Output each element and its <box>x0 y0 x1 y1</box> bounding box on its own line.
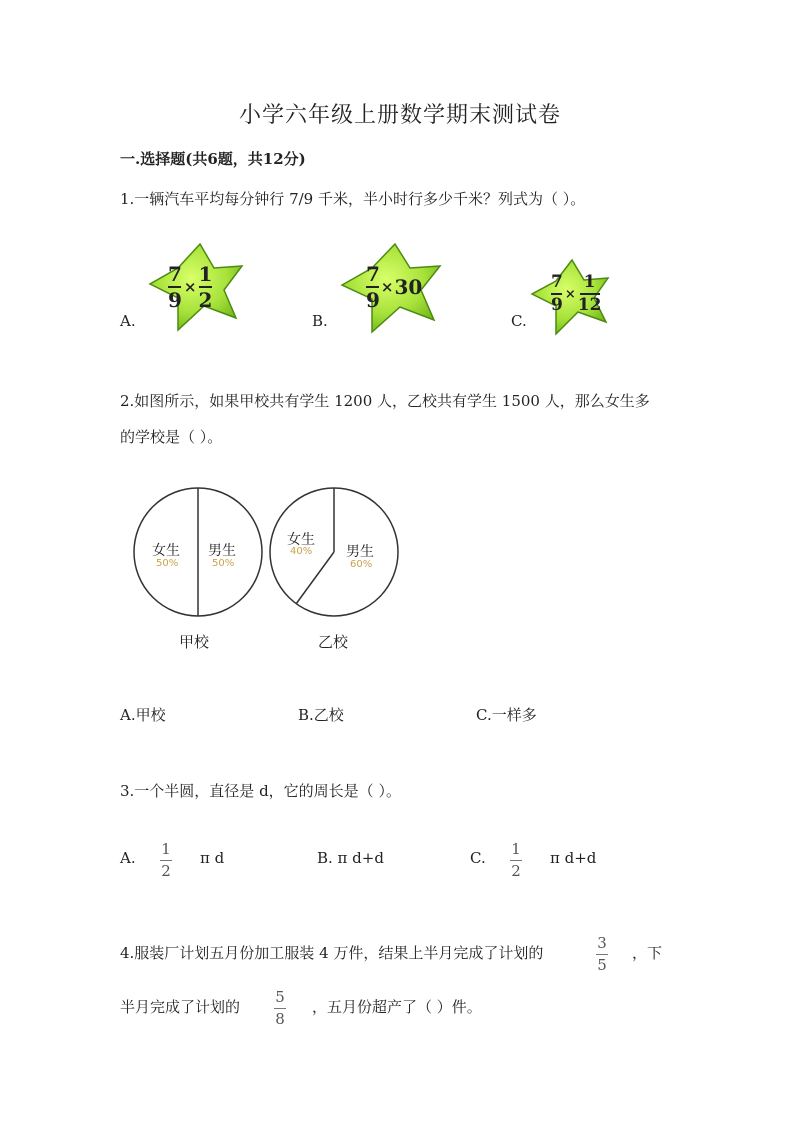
b-times: × <box>380 277 394 296</box>
a-rden: 2 <box>198 288 213 312</box>
q3-option-a-letter[interactable]: A. <box>120 849 136 867</box>
pie-jia-name: 甲校 <box>179 633 210 651</box>
b-rhs: 30 <box>394 275 423 299</box>
pie-jia-male-label: 男生 <box>208 543 236 559</box>
question-2-line2: 的学校是（ ）。 <box>120 428 223 446</box>
q4-fraction-2 <box>274 990 286 1027</box>
question-4-line1a: 4.服装厂计划五月份加工服装 4 万件，结果上半月完成了计划的 <box>120 944 544 962</box>
pie-yi-female-label: 女生 <box>287 532 315 548</box>
pie-yi-female-pct: 40% <box>290 546 313 557</box>
q4f1-den: 5 <box>597 956 607 974</box>
q3-option-a-fraction <box>160 842 172 879</box>
q2-option-c[interactable]: C.一样多 <box>476 706 537 724</box>
q3c-num: 1 <box>511 840 521 858</box>
q2-option-a[interactable]: A.甲校 <box>120 706 166 724</box>
a-times: × <box>183 277 197 296</box>
question-1-text: 1.一辆汽车平均每分钟行 7/9 千米，半小时行多少千米？列式为（ ）。 <box>120 190 586 208</box>
c-rden: 12 <box>577 295 602 315</box>
q4f2-den: 8 <box>275 1010 285 1028</box>
q4f2-num: 5 <box>275 988 285 1006</box>
option-a-letter[interactable]: A. <box>120 312 136 330</box>
a-num: 7 <box>168 262 182 286</box>
option-b-letter[interactable]: B. <box>312 312 328 330</box>
c-times: × <box>564 286 576 302</box>
q3a-num: 1 <box>161 840 171 858</box>
option-c-letter[interactable]: C. <box>511 312 527 330</box>
section-heading: 一.选择题(共6题，共12分) <box>120 150 306 168</box>
b-den: 9 <box>366 288 380 312</box>
c-den: 9 <box>551 295 563 315</box>
q3c-den: 2 <box>511 862 521 880</box>
page-title: 小学六年级上册数学期末测试卷 <box>238 103 561 128</box>
pie-jia-female-label: 女生 <box>152 543 180 559</box>
option-c-expression <box>551 274 601 314</box>
pie-yi-male-label: 男生 <box>346 544 374 560</box>
q3a-den: 2 <box>161 862 171 880</box>
q3-option-c-rest: π d+d <box>550 849 597 867</box>
question-4-line2b: ，五月份超产了（ ）件。 <box>312 998 482 1016</box>
q4f1-num: 3 <box>597 934 607 952</box>
q3-option-c-letter[interactable]: C. <box>470 849 486 867</box>
a-den: 9 <box>168 288 182 312</box>
c-num: 7 <box>551 272 563 292</box>
q2-option-b[interactable]: B.乙校 <box>298 706 344 724</box>
pie-yi-male-pct: 60% <box>350 559 373 570</box>
pie-jia-male-pct: 50% <box>212 558 235 569</box>
question-2-line1: 2.如图所示，如果甲校共有学生 1200 人，乙校共有学生 1500 人，那么女生多 <box>120 392 650 410</box>
question-4-line2a: 半月完成了计划的 <box>120 998 241 1016</box>
question-3-text: 3.一个半圆，直径是 d，它的周长是（ ）。 <box>120 782 401 800</box>
option-a-expression <box>168 264 212 310</box>
q3-option-c-fraction <box>510 842 522 879</box>
q4-fraction-1 <box>596 936 608 973</box>
question-4-line1b: ，下 <box>632 944 663 962</box>
q3-option-a-rest: π d <box>200 849 225 867</box>
b-num: 7 <box>366 262 380 286</box>
q3-option-b[interactable]: B. π d+d <box>317 849 384 867</box>
c-rnum: 1 <box>583 272 596 292</box>
pie-jia-female-pct: 50% <box>156 558 179 569</box>
a-rnum: 1 <box>198 262 213 286</box>
pie-yi-name: 乙校 <box>318 633 349 651</box>
option-b-expression <box>366 264 422 310</box>
